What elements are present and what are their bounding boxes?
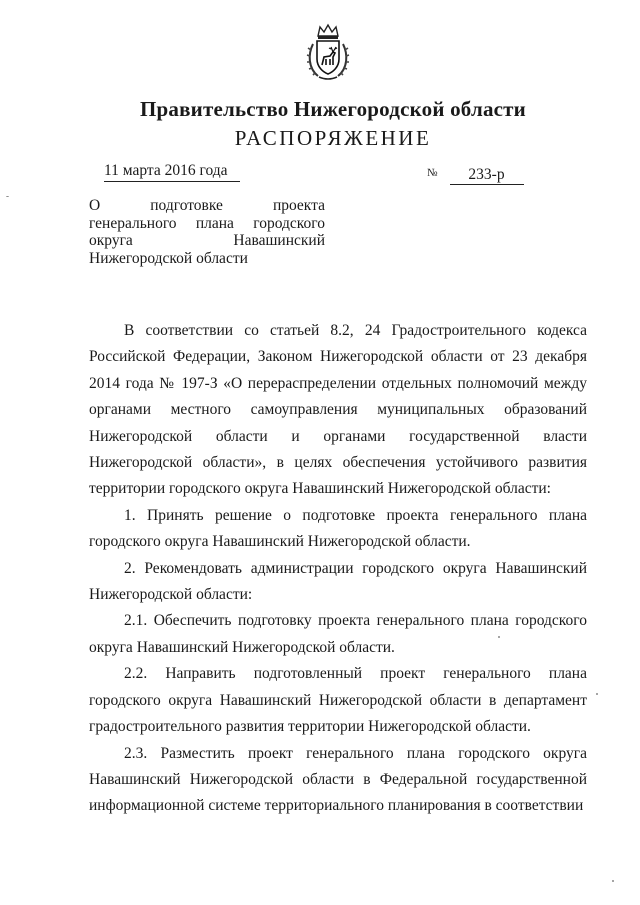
paragraph-item-1: 1. Принять решение о подготовке проекта генерального плана городского округа Навашинский Нижегородской области. — [89, 506, 587, 551]
document-number-block — [427, 164, 524, 185]
paragraph-item-2-2: 2.2. Направить подготовленный проект генерального плана городского округа Навашинский Нижегородской области в департамент градостроительного развития территории Нижегородской области. — [89, 665, 587, 736]
document-type: РАСПОРЯЖЕНИЕ — [234, 126, 432, 150]
paragraph-item-2-1: 2.1. Обеспечить подготовку проекта генерального плана городского округа Навашинский Нижегородской области. — [89, 612, 587, 656]
subject-line — [89, 232, 325, 250]
subject-word: подготовке — [150, 197, 223, 214]
subject-word: проекта — [272, 197, 325, 214]
document-date: 11 марта 2016 года — [104, 162, 240, 182]
subject-word: плана — [195, 214, 234, 232]
subject-word: округа — [89, 232, 133, 249]
subject-line — [89, 250, 325, 268]
paragraph-item-2-3: 2.3. Разместить проект генерального плана городского округа Навашинский Нижегородской области в Федеральной государственной информационной системе территориального планирования в соответствии — [89, 744, 587, 815]
scan-speck — [596, 693, 598, 695]
subject-line — [89, 215, 325, 233]
scan-speck — [498, 636, 500, 638]
subject-word: Нижегородской области — [89, 249, 248, 267]
number-sign: № — [427, 167, 438, 179]
scan-speck — [612, 880, 614, 882]
subject-line — [89, 197, 325, 215]
document-body — [89, 318, 587, 820]
subject-word: городского — [253, 214, 325, 232]
scan-speck — [6, 196, 9, 197]
paragraph-preamble: В соответствии со статьей 8.2, 24 Градостроительного кодекса Российской Федерации, Законом Нижегородской области от 23 декабря 2014 года № 197-З «О перераспределении отдельных полномочий между органами местного самоуправления муниципальных образований Нижегородской области и органами государственной власти Нижегородской области», в целях обеспечения устойчивого развития территории городского округа Навашинский Нижегородской области: — [89, 322, 587, 498]
document-subject — [89, 197, 325, 267]
subject-word: генерального — [89, 214, 177, 232]
subject-word: Навашинский — [233, 232, 325, 249]
document-number: 233-р — [450, 166, 524, 185]
coat-of-arms-icon — [304, 22, 352, 82]
subject-word: О — [89, 197, 101, 214]
government-title: Правительство Нижегородской области — [140, 97, 526, 121]
paragraph-item-2: 2. Рекомендовать администрации городского округа Навашинский Нижегородской области: — [89, 559, 587, 604]
